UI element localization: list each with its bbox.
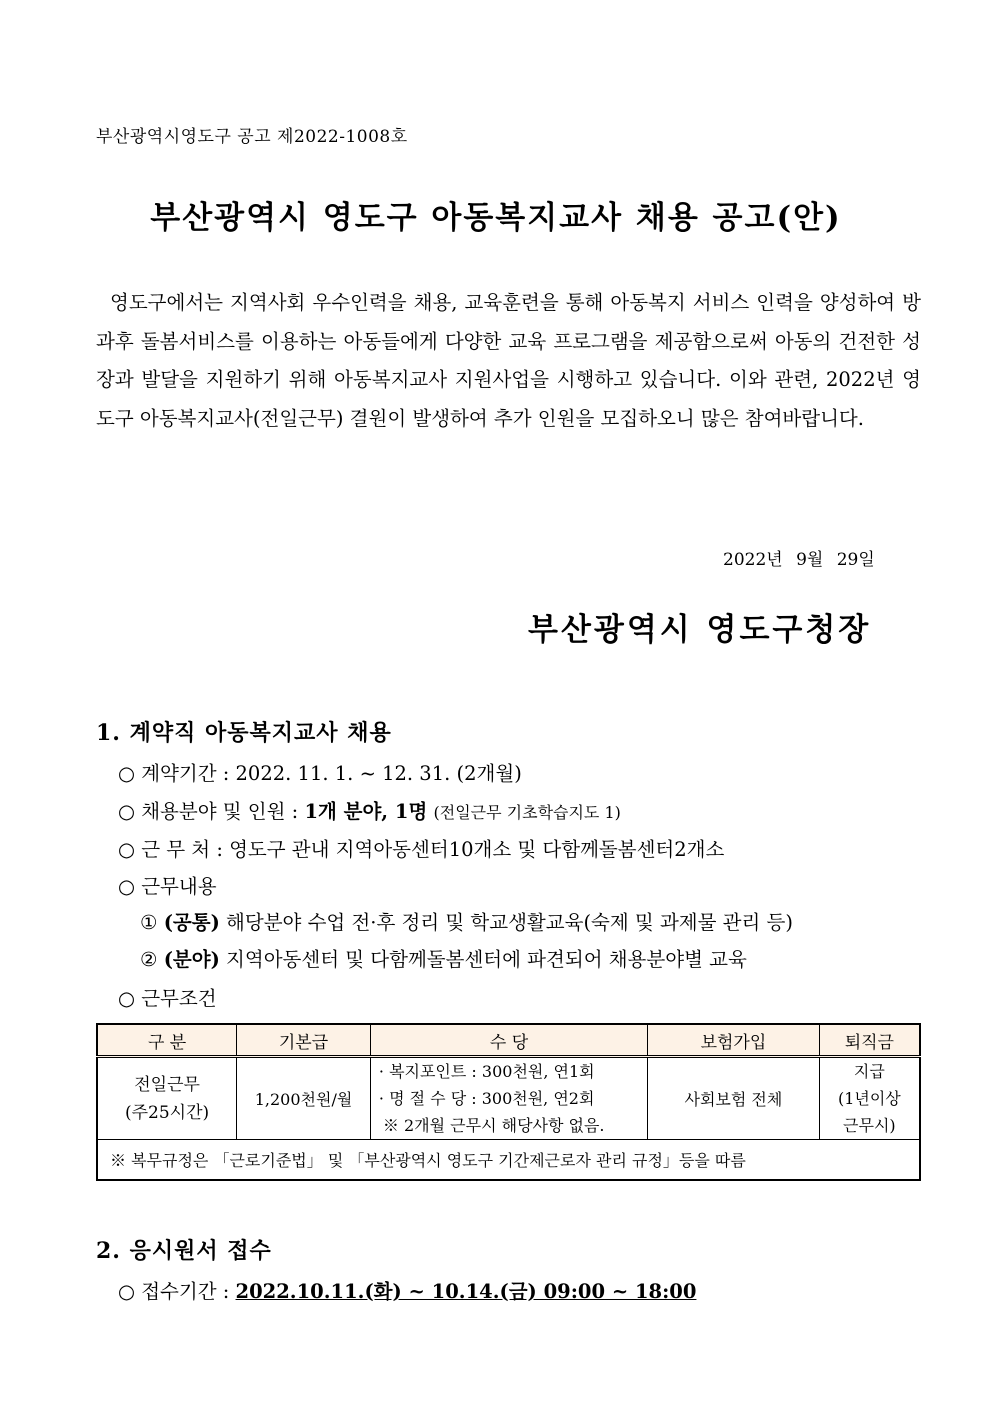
recruit-field	[118, 796, 621, 824]
recruit-field-note: (전일근무 기초학습지도 1)	[433, 803, 621, 822]
notice-number: 부산광역시영도구 공고 제2022-1008호	[96, 127, 408, 147]
page-title: 부산광역시 영도구 아동복지교사 채용 공고(안)	[150, 200, 842, 236]
header-allowance: 수 당	[370, 1024, 647, 1057]
table-note: ※ 복무규정은 「근로기준법」 및 「부산광역시 영도구 기간제근로자 관리 규정」등을 따름	[97, 1140, 920, 1181]
duty1-text: 해당분야 수업 전·후 정리 및 학교생활교육(숙제 및 과제물 관리 등)	[219, 911, 793, 934]
application-period-value: 2022.10.11.(화) ~ 10.14.(금) 09:00 ~ 18:00	[235, 1280, 697, 1303]
severance-line1: 지급	[853, 1062, 885, 1081]
intro-text: 영도구에서는 지역사회 우수인력을 채용, 교육훈련을 통해 아동복지 서비스 인력을 양성하여 방과후 돌봄서비스를 이용하는 아동들에게 다양한 교육 프로그램을 제공함으로써 아동의 건전한 성장과 발달을 지원하기 위해 아동복지교사 지원사업을 시행하고 있습니다. 이와 관련, 2022년 영도구 아동복지교사(전일근무) 결원이 발생하여 추가 인원을 모집하오니 많은 참여바랍니다.	[96, 291, 921, 430]
insurance-cell: 사회보험 전체	[648, 1057, 820, 1140]
duties-label: ○ 근무내용	[118, 875, 217, 898]
duty-field	[140, 944, 747, 972]
section2-heading: 2. 응시원서 접수	[96, 1238, 272, 1264]
severance-cell	[819, 1057, 920, 1140]
section1-heading: 1. 계약직 아동복지교사 채용	[96, 720, 392, 746]
header-base-pay: 기본급	[237, 1024, 371, 1057]
application-period	[118, 1276, 696, 1304]
issuer: 부산광역시 영도구청장	[528, 612, 872, 648]
header-insurance: 보험가입	[648, 1024, 820, 1057]
duty2-text: 지역아동센터 및 다함께돌봄센터에 파견되어 채용분야별 교육	[219, 948, 747, 971]
duty1-number: ①	[140, 911, 158, 934]
base-pay-cell: 1,200천원/월	[237, 1057, 371, 1140]
contract-period: ○ 계약기간 : 2022. 11. 1. ~ 12. 31. (2개월)	[118, 762, 522, 785]
severance-line2: (1년이상	[837, 1089, 901, 1108]
severance-line3: 근무시)	[843, 1116, 896, 1135]
notice-date: 2022년 9월 29일	[723, 550, 875, 570]
recruit-field-value: 1개 분야, 1명	[304, 800, 428, 823]
category-cell	[97, 1057, 237, 1140]
category-line2: (주25시간)	[124, 1102, 210, 1123]
conditions-label: ○ 근무조건	[118, 987, 217, 1010]
allowance-holiday: · 명 절 수 당 : 300천원, 연2회	[378, 1089, 595, 1108]
duty2-tag: (분야)	[163, 948, 220, 971]
intro-paragraph	[96, 284, 921, 438]
table-row	[97, 1057, 920, 1140]
allowance-welfare: · 복지포인트 : 300천원, 연1회	[378, 1062, 595, 1081]
category-line1: 전일근무	[134, 1074, 200, 1095]
header-category: 구 분	[97, 1024, 237, 1057]
recruit-field-label: ○ 채용분야 및 인원 :	[118, 800, 305, 823]
header-severance: 퇴직금	[819, 1024, 920, 1057]
duty-common	[140, 907, 793, 935]
duty2-number: ②	[140, 948, 158, 971]
allowance-cell	[370, 1057, 647, 1140]
workplace: ○ 근 무 처 : 영도구 관내 지역아동센터10개소 및 다함께돌봄센터2개소	[118, 838, 725, 861]
allowance-note: ※ 2개월 근무시 해당사항 없음.	[382, 1116, 605, 1135]
conditions-table	[96, 1023, 921, 1181]
duty1-tag: (공통)	[163, 911, 220, 934]
table-note-row	[97, 1140, 920, 1181]
application-period-label: ○ 접수기간 :	[118, 1280, 236, 1303]
table-header-row	[97, 1024, 920, 1057]
